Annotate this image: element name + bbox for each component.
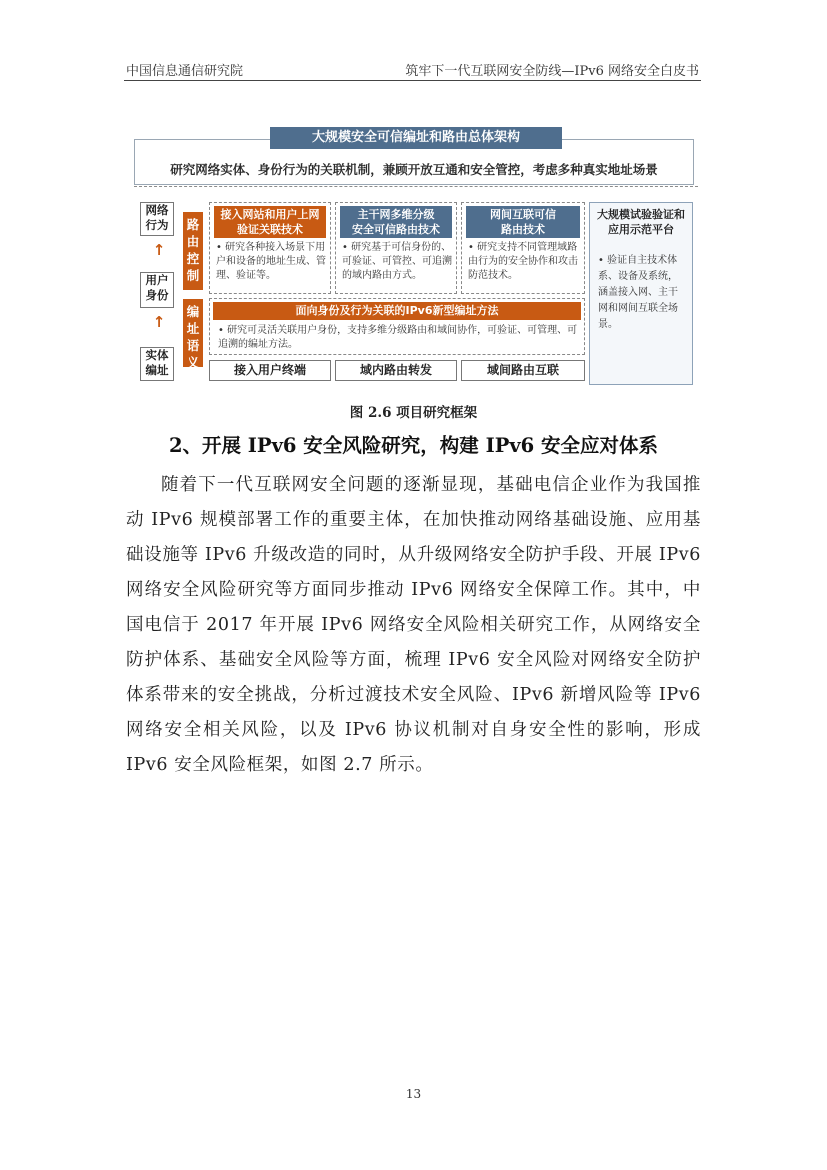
body-paragraph: 随着下一代互联网安全问题的逐渐显现，基础电信企业作为我国推动 IPv6 规模部署工作的重要主体，在加快推动网络基础设施、应用基础设施等 IPv6 升级改造的同时，从升级网络安全防护手段、开展 IPv6 网络安全风险研究等方面同步推动 IPv6 网络安全保障工作。其中，中国电信于 2017 年开展 IPv6 网络安全风险相关研究工作，从网络安全防护体系、基础安全风险等方面，梳理 IPv6 安全风险对网络安全防护体系带来的安全挑战，分析过渡技术安全风险、IPv6 新增风险等 IPv6 网络安全相关风险，以及 IPv6 协议机制对自身安全性的影响，形成 IPv6 安全风险框架，如图 2.7 所示。 [126, 475, 701, 775]
tech-box-title: 接入网站和用户上网 验证关联技术 [214, 206, 326, 238]
tech-box-body: • 研究各种接入场景下用户和设备的地址生成、管理、验证等。 [216, 242, 326, 281]
addressing-method-box [209, 298, 585, 355]
tech-box-title: 主干网多维分级 安全可信路由技术 [340, 206, 452, 238]
tech-box-backbone [335, 202, 457, 294]
header-divider [124, 80, 701, 81]
header-left: 中国信息通信研究院 [126, 64, 244, 79]
architecture-figure [134, 127, 698, 385]
header-right: 筑牢下一代互联网安全防线—IPv6 网络安全白皮书 [405, 64, 699, 79]
bottom-label-intra-domain: 域内路由转发 [335, 360, 457, 381]
up-arrow-icon: ↑ [152, 241, 166, 259]
platform-box [589, 202, 693, 385]
up-arrow-icon: ↑ [152, 313, 166, 331]
platform-title: 大规模试验验证和 应用示范平台 [597, 208, 685, 236]
label-entity-addressing: 实体 编址 [140, 347, 174, 381]
platform-body: • 验证自主技术体系、设备及系统，涵盖接入网、主干网和网间互联全场景。 [598, 255, 678, 330]
figure-dashed-divider [134, 186, 698, 187]
figure-title: 大规模安全可信编址和路由总体架构 [270, 127, 562, 149]
bottom-label-inter-domain: 域间路由互联 [461, 360, 585, 381]
addressing-method-body: • 研究可灵活关联用户身份，支持多维分级路由和域间协作，可验证、可管理、可追溯的编址方法。 [218, 325, 578, 350]
tech-box-interdomain [461, 202, 585, 294]
addressing-method-title: 面向身份及行为关联的IPv6新型编址方法 [213, 302, 581, 320]
figure-subtitle: 研究网络实体、身份行为的关联机制，兼顾开放互通和安全管控，考虑多种真实地址场景 [170, 162, 658, 177]
page-number: 13 [405, 1087, 422, 1101]
tech-box-title: 网间互联可信 路由技术 [466, 206, 580, 238]
tech-box-body: • 研究基于可信身份的、可验证、可管控、可追溯的域内路由方式。 [342, 242, 452, 281]
figure-caption: 图 2.6 项目研究框架 [349, 405, 478, 421]
label-user-identity: 用户 身份 [140, 272, 174, 308]
tech-box-access [209, 202, 331, 294]
addressing-semantics-bar: 编 址 语 义 [183, 299, 203, 367]
label-network-behavior: 网络 行为 [140, 202, 174, 236]
routing-control-bar: 路 由 控 制 [183, 212, 203, 290]
tech-box-body: • 研究支持不同管理域路由行为的安全协作和攻击防范技术。 [468, 242, 578, 281]
bottom-label-access-terminal: 接入用户终端 [209, 360, 331, 381]
section-title: 2、开展 IPv6 安全风险研究，构建 IPv6 安全应对体系 [168, 434, 659, 457]
